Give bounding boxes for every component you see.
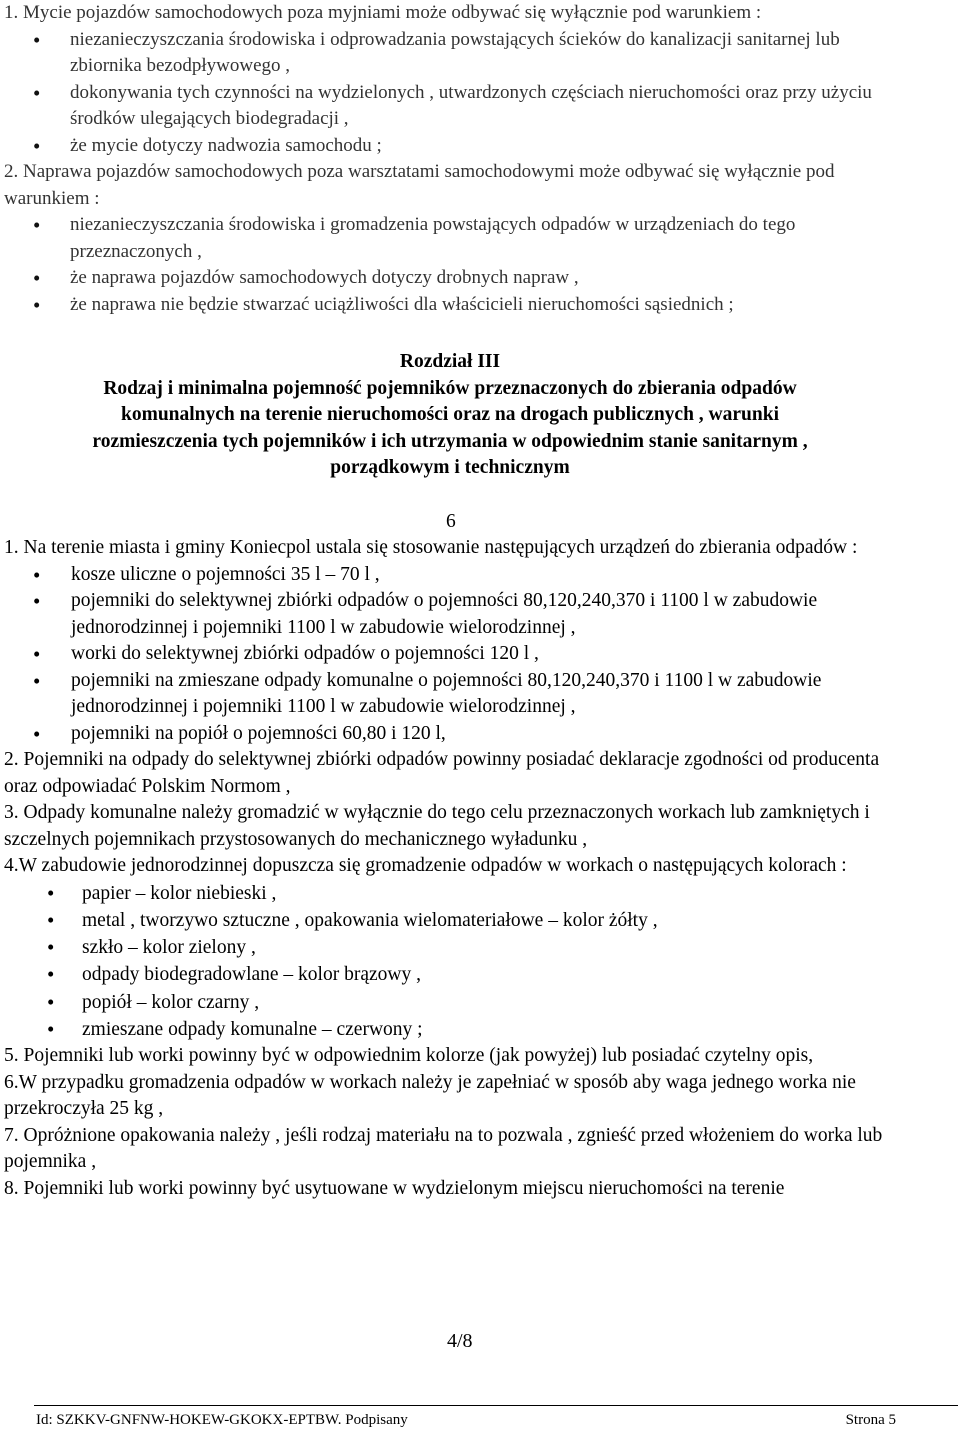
- list-item: • popiół – kolor czarny ,: [0, 989, 902, 1016]
- chapter-number: Rozdział III: [399, 351, 501, 372]
- list-item: • worki do selektywnej zbiórki odpadów o pojemności 120 l ,: [0, 641, 901, 668]
- paragraph-2: 2. Pojemniki na odpady do selektywnej zbiórki odpadów powinny posiadać deklaracje zgodności od producenta oraz odpowiadać Polskim Normom ,: [4, 749, 880, 797]
- footer: [36, 1410, 896, 1430]
- list-item: • że naprawa nie będzie stwarzać uciążliwości dla właścicieli nieruchomości sąsiednich ;: [0, 292, 910, 319]
- list-item: • pojemniki do selektywnej zbiórki odpadów o pojemności 80,120,240,370 i 1100 l w zabudowie jednorodzinnej i pojemniki 1100 l w zabudowie wielorodzinnej ,: [0, 588, 901, 641]
- vehicle-rules-section: [0, 0, 910, 318]
- list-item: • metal , tworzywo sztuczne , opakowania wielomateriałowe – kolor żółty ,: [0, 907, 902, 934]
- footer-divider: [34, 1405, 958, 1406]
- list-item: • kosze uliczne o pojemności 35 l – 70 l ,: [0, 562, 901, 589]
- paragraph-3: 3. Odpady komunalne należy gromadzić w wyłącznie do tego celu przeznaczonych workach lub zamkniętych i szczelnych pojemnikach przystosowanych do mechanicznego wyładunku ,: [4, 802, 870, 850]
- paragraph-5: 5. Pojemniki lub worki powinny być w odpowiednim kolorze (jak powyżej) lub posiadać czytelny opis,: [4, 1045, 814, 1067]
- chapter-title-line: rozmieszczenia tych pojemników i ich utrzymania w odpowiednim stanie sanitarnym ,: [92, 430, 808, 452]
- chapter-title-line: porządkowym i technicznym: [330, 457, 570, 478]
- item1-bullet-list: [0, 27, 910, 160]
- bag-colors-list: [0, 880, 902, 1044]
- paragraph-7: 7. Opróżnione opakowania należy , jeśli rodzaj materiału na to pozwala , zgnieść przed włożeniem do worka lub pojemnika ,: [4, 1124, 883, 1173]
- list-item: • niezanieczyszczania środowiska i odprowadzania powstających ścieków do kanalizacji sanitarnej lub zbiornika bezodpływowego ,: [0, 27, 910, 80]
- item1-intro: 1. Mycie pojazdów samochodowych poza myjniami może odbywać się wyłącznie pod warunkiem :: [4, 2, 762, 23]
- paragraph-6: 6.W przypadku gromadzenia odpadów w workach należy je zapełniać w sposób aby waga jednego worka nie przekroczyła 25 kg ,: [4, 1071, 856, 1120]
- paragraph-8: 8. Pojemniki lub worki powinny być usytuowane w wydzielonym miejscu nieruchomości na terenie: [4, 1177, 785, 1199]
- chapter-title-line: Rodzaj i minimalna pojemność pojemników przeznaczonych do zbierania odpadów: [103, 377, 797, 399]
- list-item: • pojemniki na popiół o pojemności 60,80 i 120 l,: [0, 721, 901, 748]
- footer-document-id: Id: SZKKV-GNFNW-HOKEW-GKOKX-EPTBW. Podpisany: [36, 1412, 408, 1428]
- item2-bullet-list: [0, 212, 910, 318]
- list-item: • dokonywania tych czynności na wydzielonych , utwardzonych częściach nieruchomości oraz przy użyciu środków ulegających biodegradacji ,: [0, 80, 910, 133]
- footer-page-label: Strona 5: [845, 1412, 896, 1428]
- list-item: • niezanieczyszczania środowiska i gromadzenia powstających odpadów w urządzeniach do tego przeznaczonych ,: [0, 212, 910, 265]
- list-item: • pojemniki na zmieszane odpady komunalne o pojemności 80,120,240,370 i 1100 l w zabudowie jednorodzinnej i pojemniki 1100 l w zabudowie wielorodzinnej ,: [0, 668, 901, 721]
- paragraph-4-intro: 4.W zabudowie jednorodzinnej dopuszcza się gromadzenie odpadów w workach o następujących kolorach :: [4, 855, 847, 876]
- chapter-heading: [0, 349, 900, 482]
- item2-intro: 2. Naprawa pojazdów samochodowych poza warsztatami samochodowymi może odbywać się wyłącznie pod warunkiem :: [4, 161, 835, 209]
- containers-bullet-list: [0, 562, 902, 748]
- section-mark: 6: [446, 511, 456, 532]
- containers-section: [0, 535, 902, 1202]
- list-item: • papier – kolor niebieski ,: [0, 880, 902, 907]
- chapter-title-line: komunalnych na terenie nieruchomości oraz na drogach publicznych , warunki: [120, 404, 779, 425]
- list-item: • że mycie dotyczy nadwozia samochodu ;: [0, 133, 910, 160]
- list-item: • odpady biodegradowlane – kolor brązowy ,: [0, 961, 902, 988]
- page-number: 4/8: [447, 1330, 473, 1352]
- list-item: • szkło – kolor zielony ,: [0, 934, 902, 961]
- paragraph-1-intro: 1. Na terenie miasta i gminy Koniecpol ustala się stosowanie następujących urządzeń do zbierania odpadów :: [4, 537, 858, 558]
- list-item: • że naprawa pojazdów samochodowych dotyczy drobnych napraw ,: [0, 265, 910, 292]
- list-item: • zmieszane odpady komunalne – czerwony ;: [0, 1016, 902, 1043]
